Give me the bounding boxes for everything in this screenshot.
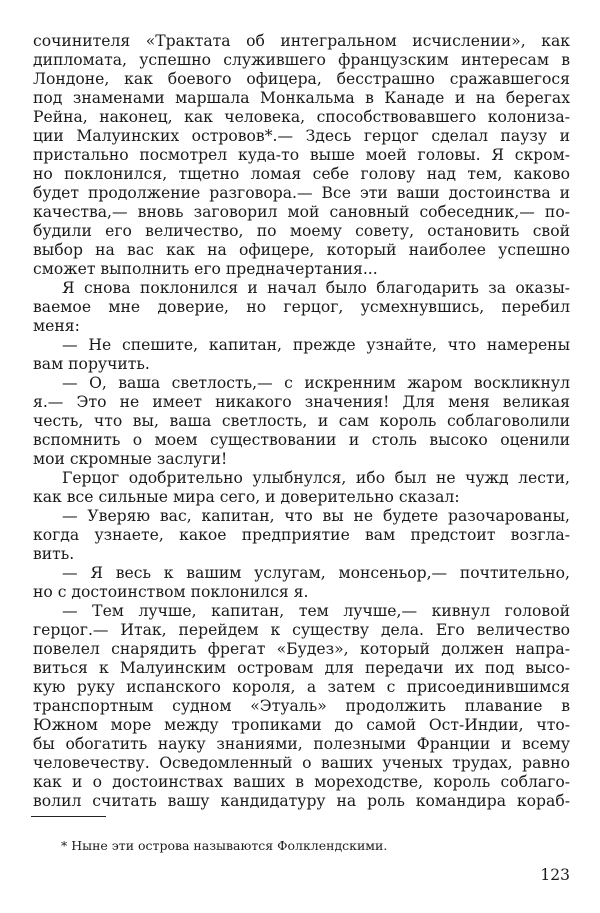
- text-line: повелел снарядить фрегат «Будез», который должен напра-: [33, 640, 570, 658]
- text-line: мои скромные заслуги!: [33, 450, 228, 468]
- text-line: честь, что вы, ваша светлость, и сам король соблаговолили: [33, 412, 570, 430]
- text-line: когда узнаете, какое предприятие вам предстоит возгла-: [33, 526, 570, 544]
- text-line: ваемое мне доверие, но герцог, усмехнувшись, перебил: [33, 298, 570, 316]
- paragraph-start: Герцог одобрительно улыбнулся, ибо был не чужд лести,: [62, 469, 570, 487]
- text-line: будет продолжение разговора.— Все эти ваши достоинства и: [33, 184, 570, 202]
- text-line: кую руку испанского короля, а затем с присоединившимся: [33, 678, 570, 696]
- text-line: транспортным судном «Этуаль» продолжить плавание в: [33, 697, 570, 715]
- page-number: 123: [540, 866, 570, 884]
- text-line: герцог.— Итак, перейдем к существу дела. Его величество: [33, 621, 570, 639]
- text-line: Лондоне, как боевого офицера, бесстрашно сражавшегося: [33, 70, 570, 88]
- text-line: вспомнить о моем существовании и столь высоко оценили: [33, 431, 570, 449]
- text-line: как и о достоинствах ваших в мореходстве, король соблаго-: [33, 773, 570, 791]
- text-line: виться к Малуинским островам для передачи их под высо-: [33, 659, 570, 677]
- text-line: вить.: [33, 545, 75, 563]
- text-line: меня:: [33, 317, 80, 335]
- text-line: будили его величество, по моему совету, остановить свой: [33, 222, 570, 240]
- text-line: но поклонился, тщетно ломая себе голову над тем, каково: [33, 165, 570, 183]
- paragraph-start: — Тем лучше, капитан, тем лучше,— кивнул головой: [62, 602, 570, 620]
- main-text: [33, 32, 570, 811]
- text-line: вам поручить.: [33, 355, 150, 373]
- text-line: ции Малуинских островов*.— Здесь герцог сделал паузу и: [33, 127, 570, 145]
- text-line: бы обогатить науку знаниями, полезными Франции и всему: [33, 735, 570, 753]
- text-line: как все сильные мира сего, и доверительно сказал:: [33, 488, 460, 506]
- text-line: сочинителя «Трактата об интегральном исчислении», как: [33, 32, 570, 50]
- text-line: волил считать вашу кандидатуру на роль командира кораб-: [33, 792, 570, 810]
- text-line: сможет выполнить его предначертания...: [33, 260, 378, 278]
- paragraph-start: — О, ваша светлость,— с искренним жаром воскликнул: [62, 374, 570, 392]
- text-line: под знаменами маршала Монкальма в Канаде и на берегах: [33, 89, 570, 107]
- text-line: выбор на вас как на офицере, который наиболее успешно: [33, 241, 570, 259]
- paragraph-start: — Уверяю вас, капитан, что вы не будете разочарованы,: [62, 507, 570, 525]
- text-line: Рейна, наконец, как человека, способствовавшего колониза-: [33, 108, 570, 126]
- text-line: дипломата, успешно служившего французским интересам в: [33, 51, 570, 69]
- text-line: Южном море между тропиками до самой Ост-Индии, что-: [33, 716, 570, 734]
- text-line: пристально посмотрел куда-то выше моей головы. Я скром-: [33, 146, 570, 164]
- paragraph-start: — Не спешите, капитан, прежде узнайте, что намерены: [62, 336, 570, 354]
- paragraph-start: — Я весь к вашим услугам, монсеньор,— почтительно,: [62, 564, 570, 582]
- text-line: но с достоинством поклонился я.: [33, 583, 309, 601]
- footnote: * Ныне эти острова называются Фолклендскими.: [61, 838, 388, 853]
- text-line: я.— Это не имеет никакого значения! Для меня великая: [33, 393, 570, 411]
- paragraph-start: Я снова поклонился и начал было благодарить за оказы-: [62, 279, 570, 297]
- footnote-divider: [31, 816, 106, 817]
- text-line: качества,— вновь заговорил мой сановный собеседник,— по-: [33, 203, 570, 221]
- text-line: человечеству. Осведомленный о ваших ученых трудах, равно: [33, 754, 570, 772]
